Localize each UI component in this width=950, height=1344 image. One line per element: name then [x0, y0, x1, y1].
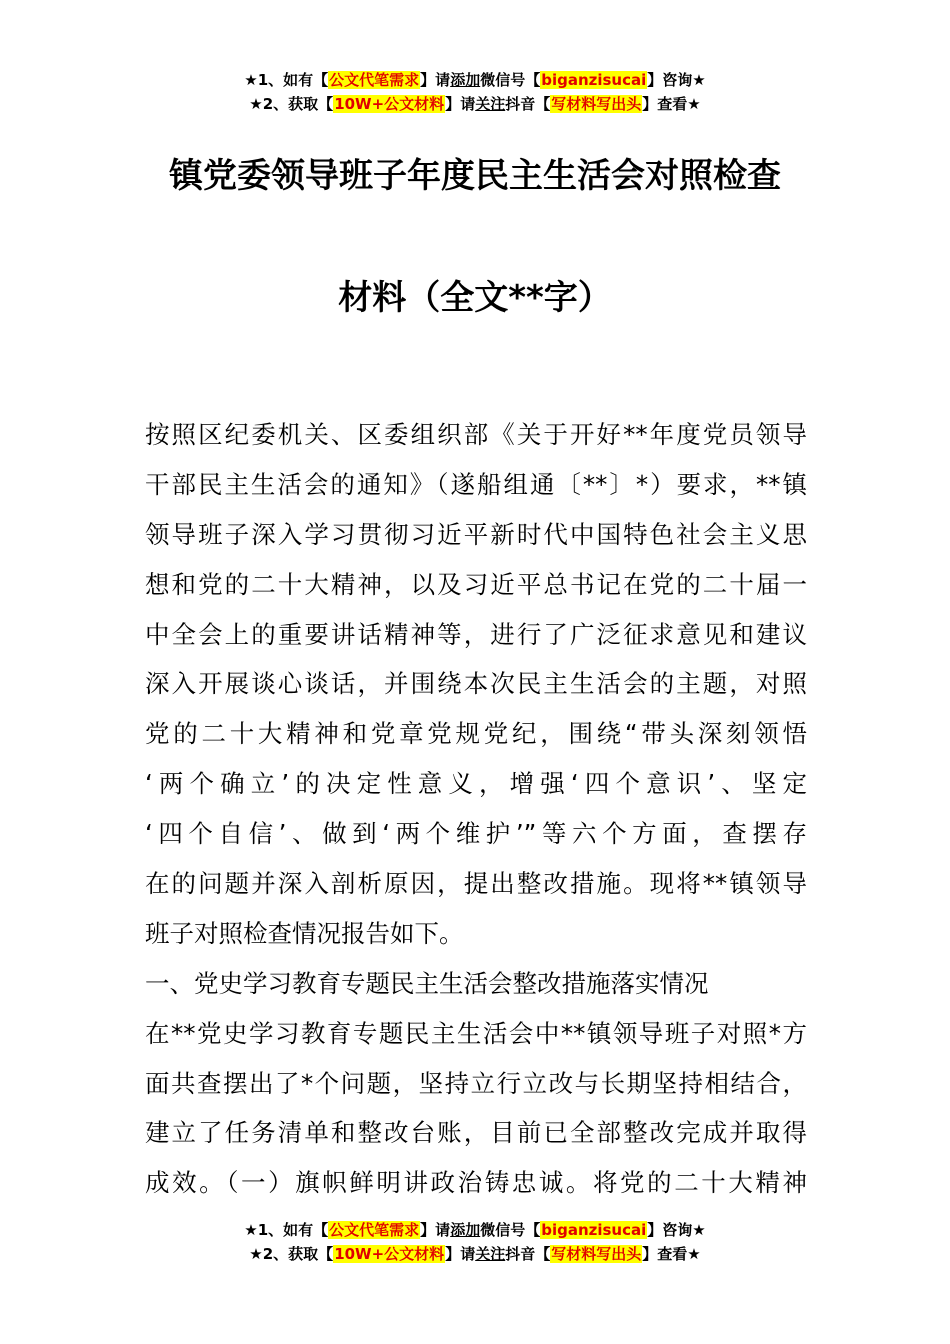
body-line: 建立了任务清单和整改台账，目前已全部整改完成并取得	[145, 1118, 807, 1148]
banner-text: 】请	[445, 1245, 476, 1263]
header-banner	[0, 68, 950, 116]
banner-highlight-wechat: biganzisucai	[541, 71, 647, 89]
banner-highlight-service: 公文代笔需求	[329, 71, 420, 89]
banner-text: 】咨询★	[647, 71, 706, 89]
banner-line-1	[0, 1218, 950, 1242]
banner-text: ★1、如有【	[244, 1221, 329, 1239]
banner-highlight-douyin: 写材料写出头	[551, 95, 642, 113]
body-line: 在的问题并深入剖析原因，提出整改措施。现将**镇领导	[145, 869, 807, 899]
body-line: 中全会上的重要讲话精神等，进行了广泛征求意见和建议	[145, 619, 807, 649]
banner-text: 抖音【	[505, 95, 551, 113]
body-line: 按照区纪委机关、区委组织部《关于开好**年度党员领导	[145, 420, 807, 449]
banner-line-1	[0, 68, 950, 92]
banner-highlight-materials: 10W+公文材料	[334, 95, 445, 113]
banner-underlined-text: 关注	[475, 95, 506, 113]
banner-highlight-materials: 10W+公文材料	[334, 1245, 445, 1263]
banner-text: 抖音【	[505, 1245, 551, 1263]
document-body	[145, 410, 807, 1208]
body-line: 党的二十大精神和党章党规党纪，围绕“带头深刻领悟	[145, 719, 807, 749]
banner-underlined-text: 添加	[450, 1221, 481, 1239]
body-line: 在**党史学习教育专题民主生活会中**镇领导班子对照*方	[145, 1018, 807, 1048]
banner-line-2	[0, 92, 950, 116]
body-line: 领导班子深入学习贯彻习近平新时代中国特色社会主义思	[145, 519, 807, 549]
body-line: ‘两个确立’的决定性意义，增强‘四个意识’、坚定	[145, 769, 807, 799]
banner-highlight-service: 公文代笔需求	[329, 1221, 420, 1239]
banner-text: 】查看★	[642, 95, 701, 113]
banner-underlined-text: 关注	[475, 1245, 506, 1263]
banner-text: 微信号【	[480, 1221, 541, 1239]
body-line: 班子对照检查情况报告如下。	[145, 918, 464, 948]
body-line: 想和党的二十大精神，以及习近平总书记在党的二十届一	[145, 569, 807, 599]
banner-text: 】查看★	[642, 1245, 701, 1263]
document-title-line-1: 镇党委领导班子年度民主生活会对照检查	[169, 156, 781, 196]
banner-text: 】请	[445, 95, 476, 113]
banner-text: ★1、如有【	[244, 71, 329, 89]
body-line: 成效。（一）旗帜鲜明讲政治铸忠诚。将党的二十大精神	[145, 1168, 807, 1198]
banner-underlined-text: 添加	[450, 71, 481, 89]
banner-text: 微信号【	[480, 71, 541, 89]
document-title-line-2: 材料（全文**字）	[338, 278, 612, 318]
body-line: 面共查摆出了*个问题，坚持立行立改与长期坚持相结合，	[145, 1068, 807, 1098]
banner-highlight-douyin: 写材料写出头	[551, 1245, 642, 1263]
body-line: ‘四个自信’、做到‘两个维护’”等六个方面，查摆存	[145, 819, 807, 849]
banner-text: ★2、获取【	[249, 1245, 334, 1263]
banner-text: 】请	[420, 1221, 451, 1239]
banner-text: 】请	[420, 71, 451, 89]
banner-text: 】咨询★	[647, 1221, 706, 1239]
body-line: 深入开展谈心谈话，并围绕本次民主生活会的主题，对照	[145, 669, 807, 699]
footer-banner	[0, 1218, 950, 1266]
banner-text: ★2、获取【	[249, 95, 334, 113]
section-heading: 一、党史学习教育专题民主生活会整改措施落实情况	[145, 968, 709, 998]
banner-highlight-wechat: biganzisucai	[541, 1221, 647, 1239]
banner-line-2	[0, 1242, 950, 1266]
body-line: 干部民主生活会的通知》（遂船组通〔**〕*）要求，**镇	[145, 469, 807, 499]
